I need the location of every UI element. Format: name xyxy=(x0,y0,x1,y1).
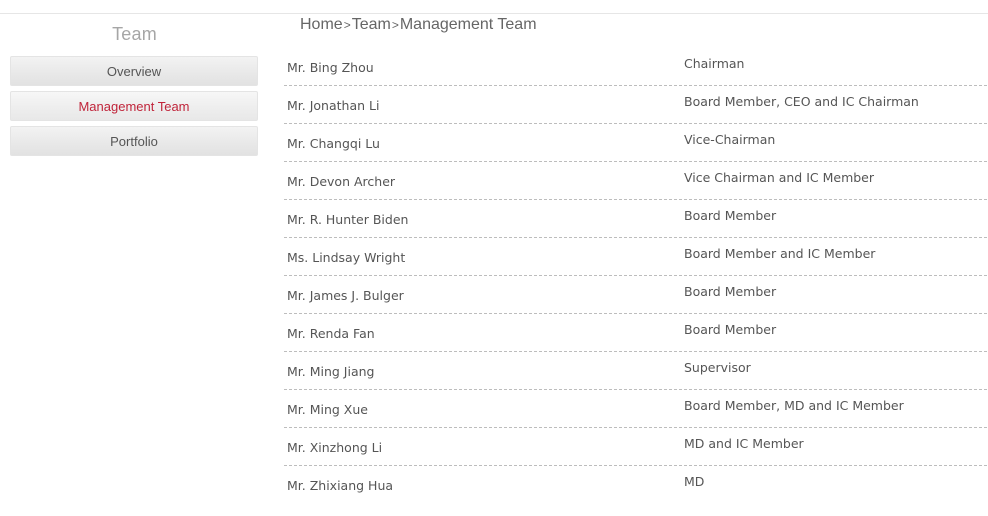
breadcrumb-team-link[interactable]: Team xyxy=(351,16,391,33)
team-member-row xyxy=(284,314,987,352)
breadcrumb-separator: > xyxy=(343,18,351,32)
member-name: Mr. Jonathan Li xyxy=(287,98,380,113)
team-member-row xyxy=(284,428,987,466)
member-title: Board Member, CEO and IC Chairman xyxy=(684,94,919,109)
team-member-row xyxy=(284,124,987,162)
breadcrumb-current: Management Team xyxy=(399,16,537,33)
breadcrumb-home-link[interactable]: Home xyxy=(300,16,343,33)
member-title: Board Member xyxy=(684,284,777,299)
member-name: Mr. Xinzhong Li xyxy=(287,440,383,455)
member-title: Chairman xyxy=(684,56,745,71)
sidebar-item-portfolio[interactable]: Portfolio xyxy=(10,126,258,156)
management-team-list xyxy=(284,48,987,503)
team-member-row xyxy=(284,238,987,276)
member-title: Vice Chairman and IC Member xyxy=(684,170,875,185)
breadcrumb xyxy=(300,16,537,34)
team-member-row xyxy=(284,200,987,238)
member-name: Mr. Renda Fan xyxy=(287,326,375,341)
member-name: Mr. Zhixiang Hua xyxy=(287,478,394,493)
team-member-row xyxy=(284,352,987,390)
team-member-row xyxy=(284,48,987,86)
member-title: MD xyxy=(684,474,705,489)
team-member-row xyxy=(284,276,987,314)
sidebar-item-overview[interactable]: Overview xyxy=(10,56,258,86)
member-name: Mr. Ming Xue xyxy=(287,402,368,417)
member-name: Mr. Ming Jiang xyxy=(287,364,375,379)
member-name: Mr. Changqi Lu xyxy=(287,136,380,151)
sidebar-item-management-team[interactable]: Management Team xyxy=(10,91,258,121)
team-member-row xyxy=(284,86,987,124)
team-member-row xyxy=(284,466,987,503)
breadcrumb-separator: > xyxy=(391,18,399,32)
sidebar xyxy=(10,14,259,161)
member-title: Vice-Chairman xyxy=(684,132,776,147)
member-name: Mr. Bing Zhou xyxy=(287,60,374,75)
team-member-row xyxy=(284,390,987,428)
member-title: Board Member and IC Member xyxy=(684,246,876,261)
member-name: Mr. Devon Archer xyxy=(287,174,396,189)
member-name: Ms. Lindsay Wright xyxy=(287,250,406,265)
member-title: Board Member, MD and IC Member xyxy=(684,398,904,413)
team-member-row xyxy=(284,162,987,200)
member-name: Mr. James J. Bulger xyxy=(287,288,404,303)
member-title: MD and IC Member xyxy=(684,436,804,451)
member-title: Board Member xyxy=(684,208,777,223)
member-title: Board Member xyxy=(684,322,777,337)
member-title: Supervisor xyxy=(684,360,751,375)
member-name: Mr. R. Hunter Biden xyxy=(287,212,409,227)
sidebar-title: Team xyxy=(112,24,157,44)
